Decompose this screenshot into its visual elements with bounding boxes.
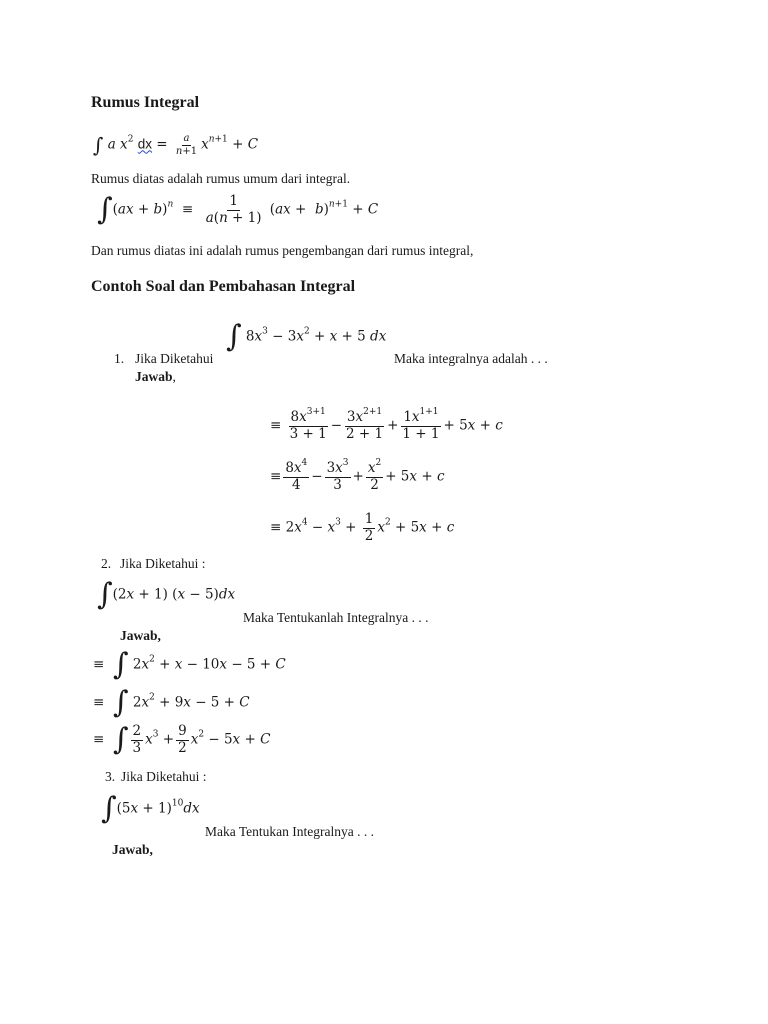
soal3-number: 3. bbox=[105, 769, 116, 784]
soal1-step1: ≡ $\frac{8x^{3+1}}{3 + 1}$ − $\frac{3x^{2+1}}{2 + 1}$ + $\frac{1x^{1+1}}{1 + 1}$ + 5x + c bbox=[270, 407, 503, 442]
soal2-step3: ≡ ∫ $\frac{2}{3}$ $x^3$ + $\frac{9}{2}$ $x^2 - 5x + C$ bbox=[93, 722, 271, 758]
soal2-step2: ≡ ∫ $2x^2 + 9x - 5 + C$ bbox=[93, 685, 250, 720]
soal2-step1: ≡ ∫ $2x^2 + x - 10x - 5 + C$ bbox=[93, 647, 286, 682]
soal2-number: 2. bbox=[101, 556, 112, 571]
formula-extended-rule: ∫(ax + b)$^n$ ≡ $\frac{1}{a(n + 1)}$ (ax + b)$^{n+1}$ + C bbox=[97, 192, 379, 228]
heading-contoh-soal: Contoh Soal dan Pembahasan Integral bbox=[91, 278, 356, 295]
soal1-prompt: Jika Diketahui bbox=[135, 351, 214, 366]
soal3-tail: Maka Tentukan Integralnya . . . bbox=[205, 824, 375, 839]
soal1-step3: ≡ $2x^4 - x^3$ + $\frac{1}{2}$ $x^2 + 5x + c$ bbox=[270, 511, 455, 544]
soal2-integral: ∫(2x + 1) (x − 5)dx bbox=[97, 577, 236, 612]
soal2-tail: Maka Tentukanlah Integralnya . . . bbox=[243, 610, 429, 625]
soal1-jawab: Jawab, bbox=[135, 369, 176, 384]
soal2-jawab: Jawab, bbox=[120, 628, 161, 643]
soal3-integral: $\int(5x + 1)^{10}dx$ bbox=[101, 791, 200, 826]
soal1-number: 1. bbox=[114, 351, 125, 366]
formula-power-rule: ∫ a $x^2$ dx = $\frac{a}{n+1}$ $x^{n+1} + C$ bbox=[93, 133, 259, 157]
soal2-prompt: Jika Diketahui : bbox=[120, 556, 206, 571]
soal3-prompt: Jika Diketahui : bbox=[121, 769, 207, 784]
soal1-tail: Maka integralnya adalah . . . bbox=[394, 351, 548, 366]
soal1-integral: ∫ $8x^3 - 3x^2 + x + 5$ dx bbox=[226, 319, 387, 354]
paragraph-extended-rule: Dan rumus diatas ini adalah rumus pengembangan dari rumus integral, bbox=[91, 243, 474, 258]
paragraph-general-rule: Rumus diatas adalah rumus umum dari integral. bbox=[91, 171, 351, 186]
soal3-jawab: Jawab, bbox=[112, 842, 153, 857]
heading-rumus-integral: Rumus Integral bbox=[91, 94, 200, 111]
soal1-step2: ≡ $\frac{8x^4}{4}$ − $\frac{3x^3}{3}$ + $\frac{x^2}{2}$ + 5x + c bbox=[270, 458, 445, 493]
